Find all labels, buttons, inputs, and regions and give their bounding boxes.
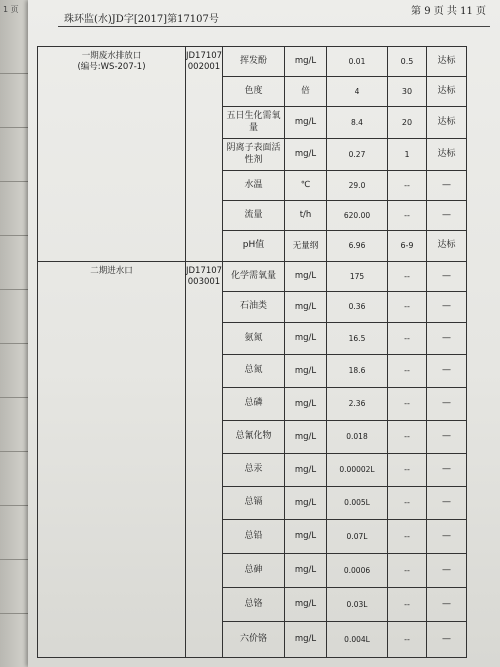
item-cell: 五日生化需氧量 bbox=[223, 107, 285, 139]
page-number: 第 9 页 共 11 页 bbox=[411, 6, 486, 17]
sample-id-line1: JD17107 bbox=[186, 266, 223, 276]
report-number: 珠环监(水)JD字[2017]第17107号 bbox=[64, 14, 219, 25]
result-cell: — bbox=[427, 201, 467, 231]
item-cell: 六价铬 bbox=[223, 622, 285, 658]
sampling-point-cell bbox=[38, 47, 186, 262]
item-cell: 化学需氧量 bbox=[223, 262, 285, 292]
value-cell: 620.00 bbox=[327, 201, 388, 231]
value-cell: 0.03L bbox=[327, 588, 388, 622]
value-cell: 8.4 bbox=[327, 107, 388, 139]
limit-cell: -- bbox=[388, 171, 427, 201]
item-cell: 总砷 bbox=[223, 554, 285, 588]
unit-cell: mg/L bbox=[285, 421, 327, 454]
item-cell: 总磷 bbox=[223, 388, 285, 421]
header-rule bbox=[58, 26, 490, 27]
result-cell: — bbox=[427, 622, 467, 658]
item-cell: 总镉 bbox=[223, 487, 285, 520]
unit-cell: mg/L bbox=[285, 292, 327, 323]
unit-cell: mg/L bbox=[285, 588, 327, 622]
limit-cell: -- bbox=[388, 201, 427, 231]
limit-cell: 0.5 bbox=[388, 47, 427, 77]
limit-cell: -- bbox=[388, 355, 427, 388]
value-cell: 0.004L bbox=[327, 622, 388, 658]
result-cell: 达标 bbox=[427, 139, 467, 171]
result-cell: — bbox=[427, 262, 467, 292]
limit-cell: 6-9 bbox=[388, 231, 427, 262]
result-cell: — bbox=[427, 554, 467, 588]
sample-id-cell bbox=[186, 262, 223, 658]
table-row bbox=[38, 262, 467, 292]
value-cell: 2.36 bbox=[327, 388, 388, 421]
result-cell: — bbox=[427, 355, 467, 388]
value-cell: 0.005L bbox=[327, 487, 388, 520]
unit-cell: 无量纲 bbox=[285, 231, 327, 262]
value-cell: 29.0 bbox=[327, 171, 388, 201]
unit-cell: mg/L bbox=[285, 355, 327, 388]
result-cell: — bbox=[427, 388, 467, 421]
limit-cell: -- bbox=[388, 292, 427, 323]
unit-cell: mg/L bbox=[285, 554, 327, 588]
result-cell: — bbox=[427, 588, 467, 622]
limit-cell: -- bbox=[388, 520, 427, 554]
unit-cell: mg/L bbox=[285, 139, 327, 171]
item-cell: 流量 bbox=[223, 201, 285, 231]
result-cell: 达标 bbox=[427, 77, 467, 107]
value-cell: 0.36 bbox=[327, 292, 388, 323]
item-cell: 水温 bbox=[223, 171, 285, 201]
limit-cell: 30 bbox=[388, 77, 427, 107]
limit-cell: -- bbox=[388, 554, 427, 588]
limit-cell: -- bbox=[388, 454, 427, 487]
unit-cell: mg/L bbox=[285, 262, 327, 292]
limit-cell: -- bbox=[388, 323, 427, 355]
unit-cell: ℃ bbox=[285, 171, 327, 201]
value-cell: 0.01 bbox=[327, 47, 388, 77]
item-cell: 总氮 bbox=[223, 355, 285, 388]
item-cell: 氨氮 bbox=[223, 323, 285, 355]
result-cell: — bbox=[427, 323, 467, 355]
unit-cell: mg/L bbox=[285, 388, 327, 421]
sample-id-cell bbox=[186, 47, 223, 262]
sampling-point-code: (编号:WS-207-1) bbox=[77, 61, 146, 72]
item-cell: 总汞 bbox=[223, 454, 285, 487]
value-cell: 0.07L bbox=[327, 520, 388, 554]
item-cell: 挥发酚 bbox=[223, 47, 285, 77]
sample-id-line1: JD17107 bbox=[186, 51, 223, 61]
unit-cell: mg/L bbox=[285, 520, 327, 554]
table-row bbox=[38, 47, 467, 77]
unit-cell: mg/L bbox=[285, 454, 327, 487]
value-cell: 175 bbox=[327, 262, 388, 292]
unit-cell: mg/L bbox=[285, 323, 327, 355]
result-cell: — bbox=[427, 292, 467, 323]
item-cell: 总氰化物 bbox=[223, 421, 285, 454]
value-cell: 0.27 bbox=[327, 139, 388, 171]
underlying-page-corner-text: 1 页 bbox=[3, 5, 19, 14]
underlying-page-edge bbox=[0, 0, 30, 667]
item-cell: 色度 bbox=[223, 77, 285, 107]
value-cell: 18.6 bbox=[327, 355, 388, 388]
result-cell: 达标 bbox=[427, 107, 467, 139]
unit-cell: mg/L bbox=[285, 47, 327, 77]
item-cell: pH值 bbox=[223, 231, 285, 262]
limit-cell: -- bbox=[388, 388, 427, 421]
limit-cell: -- bbox=[388, 622, 427, 658]
value-cell: 16.5 bbox=[327, 323, 388, 355]
result-cell: 达标 bbox=[427, 231, 467, 262]
limit-cell: 20 bbox=[388, 107, 427, 139]
result-cell: — bbox=[427, 454, 467, 487]
unit-cell: t/h bbox=[285, 201, 327, 231]
result-cell: — bbox=[427, 520, 467, 554]
item-cell: 总铬 bbox=[223, 588, 285, 622]
result-cell: — bbox=[427, 171, 467, 201]
unit-cell: mg/L bbox=[285, 107, 327, 139]
value-cell: 0.018 bbox=[327, 421, 388, 454]
unit-cell: 倍 bbox=[285, 77, 327, 107]
item-cell: 总铅 bbox=[223, 520, 285, 554]
unit-cell: mg/L bbox=[285, 622, 327, 658]
limit-cell: 1 bbox=[388, 139, 427, 171]
monitoring-results-table bbox=[37, 46, 467, 658]
result-cell: — bbox=[427, 487, 467, 520]
result-cell: 达标 bbox=[427, 47, 467, 77]
limit-cell: -- bbox=[388, 421, 427, 454]
value-cell: 0.00002L bbox=[327, 454, 388, 487]
item-cell: 阴离子表面活性剂 bbox=[223, 139, 285, 171]
value-cell: 6.96 bbox=[327, 231, 388, 262]
limit-cell: -- bbox=[388, 487, 427, 520]
value-cell: 0.0006 bbox=[327, 554, 388, 588]
underlying-page-lines bbox=[0, 20, 30, 640]
unit-cell: mg/L bbox=[285, 487, 327, 520]
limit-cell: -- bbox=[388, 588, 427, 622]
result-cell: — bbox=[427, 421, 467, 454]
limit-cell: -- bbox=[388, 262, 427, 292]
sampling-point-name: 一期废水排放口 bbox=[81, 51, 142, 61]
value-cell: 4 bbox=[327, 77, 388, 107]
item-cell: 石油类 bbox=[223, 292, 285, 323]
sampling-point-cell bbox=[38, 262, 186, 658]
sampling-point-name: 二期进水口 bbox=[90, 266, 133, 276]
sample-id-line2: 002001 bbox=[187, 61, 221, 72]
sample-id-line2: 003001 bbox=[187, 276, 221, 287]
